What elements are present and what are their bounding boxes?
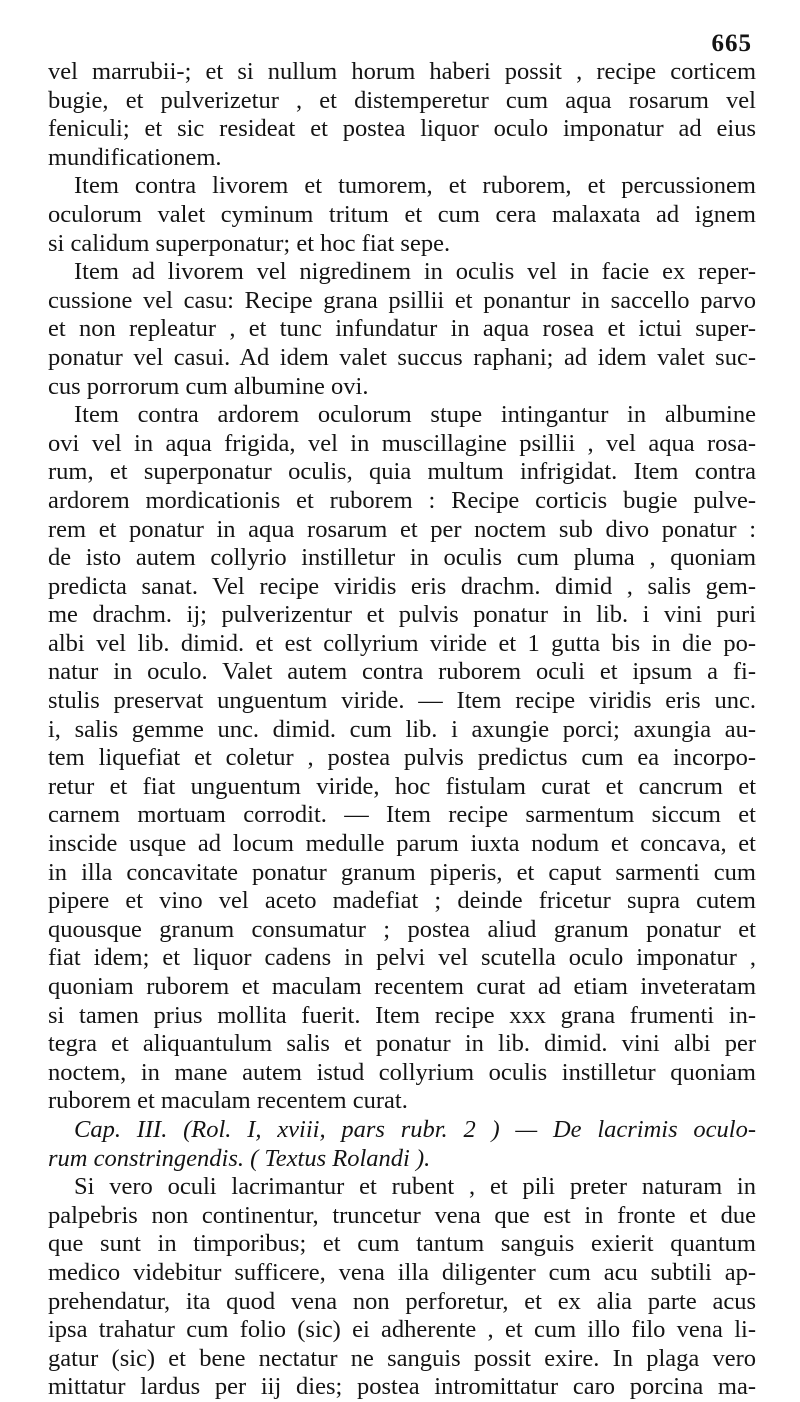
text-line: carnem mortuam corrodit. — Item recipe sarmentum siccum et (48, 801, 756, 829)
text-line: prehendatur, ita quod vena non perforetur, et ex alia parte acus (48, 1287, 756, 1315)
text-line: tegra et aliquantulum salis et ponatur in lib. dimid. vini albi per (48, 1030, 756, 1058)
text-line: inscide usque ad locum medulle parum iuxta nodum et concava, et (48, 830, 756, 858)
text-line: noctem, in mane autem istud collyrium oculis instilletur quoniam (48, 1058, 756, 1086)
text-line: que sunt in timporibus; et cum tantum sanguis exierit quantum (48, 1230, 756, 1258)
text-line: quousque granum consumatur ; postea aliud granum ponatur et (48, 915, 756, 943)
text-line: stulis preservat unguentum viride. — Item recipe viridis eris unc. (48, 687, 756, 715)
text-line: albi vel lib. dimid. et est collyrium viride et 1 gutta bis in die po- (48, 629, 756, 657)
text-line: retur et fiat unguentum viride, hoc fistulam curat et cancrum et (48, 772, 756, 800)
text-line: palpebris non continentur, truncetur vena que est in fronte et due (48, 1201, 756, 1229)
text-line: si calidum superponatur; et hoc fiat sepe. (48, 229, 451, 257)
chapter-heading-line: Cap. III. (Rol. I, xviii, pars rubr. 2 ) — De lacrimis oculo- (74, 1115, 756, 1143)
text-line: feniculi; et sic resideat et postea liquor oculo imponatur ad eius (48, 115, 756, 143)
text-line: Item contra ardorem oculorum stupe intingantur in albumine (74, 401, 756, 429)
text-line: ovi vel in aqua frigida, vel in muscillagine psillii , vel aqua rosa- (48, 429, 756, 457)
text-line: fiat idem; et liquor cadens in pelvi vel scutella oculo imponatur , (48, 944, 756, 972)
text-line: de isto autem collyrio instilletur in oculis cum pluma , quoniam (48, 544, 756, 572)
text-line: Item ad livorem vel nigredinem in oculis vel in facie ex reper- (74, 258, 756, 286)
text-line: gatur (sic) et bene nectatur ne sanguis possit exire. In plaga vero (48, 1344, 756, 1372)
text-line: ruborem et maculam recentem curat. (48, 1087, 408, 1115)
text-line: me drachm. ij; pulverizentur et pulvis ponatur in lib. i vini puri (48, 601, 756, 629)
chapter-heading-line: rum constringendis. ( Textus Rolandi ). (48, 1144, 431, 1172)
body-text (48, 58, 756, 1402)
text-line: rum, et superponatur oculis, quia multum infrigidat. Item contra (48, 458, 756, 486)
text-line: mundificationem. (48, 143, 222, 171)
text-line: vel marrubii-; et si nullum horum haberi possit , recipe corticem (48, 58, 756, 85)
text-line: Item contra livorem et tumorem, et ruborem, et percussionem (74, 172, 756, 200)
text-line: natur in oculo. Valet autem contra ruborem oculi et ipsum a fi- (48, 658, 756, 686)
text-line: et non repleatur , et tunc infundatur in aqua rosea et ictui super- (48, 315, 756, 343)
text-line: ponatur vel casui. Ad idem valet succus raphani; ad idem valet suc- (48, 343, 756, 371)
text-line: medico videbitur sufficere, vena illa diligenter cum acu subtili ap- (48, 1258, 756, 1286)
text-line: pipere et vino vel aceto madefiat ; deinde fricetur supra cutem (48, 887, 756, 915)
text-line: ardorem mordicationis et ruborem : Recipe corticis bugie pulve- (48, 486, 756, 514)
text-line: si tamen prius mollita fuerit. Item recipe xxx grana frumenti in- (48, 1001, 756, 1029)
text-line: bugie, et pulverizetur , et distemperetur cum aqua rosarum vel (48, 86, 756, 114)
text-line: cussione vel casu: Recipe grana psillii et ponantur in saccello parvo (48, 286, 756, 314)
text-line: quoniam ruborem et maculam recentem curat ad etiam inveteratam (48, 973, 756, 1000)
text-line: predicta sanat. Vel recipe viridis eris drachm. dimid , salis gem- (48, 572, 756, 600)
text-line: tem liquefiat et coletur , postea pulvis predictus cum ea incorpo- (48, 744, 756, 772)
text-line: mittatur lardus per iij dies; postea intromittatur caro porcina ma- (48, 1373, 756, 1401)
page-number: 665 (711, 30, 752, 57)
text-line: ipsa trahatur cum folio (sic) ei adherente , et cum illo filo vena li- (48, 1316, 756, 1344)
text-line: in illa concavitate ponatur granum piperis, et caput sarmenti cum (48, 858, 756, 886)
text-line: oculorum valet cyminum tritum et cum cera malaxata ad ignem (48, 200, 756, 228)
text-line: Si vero oculi lacrimantur et rubent , et pili preter naturam in (74, 1173, 756, 1201)
text-line: cus porrorum cum albumine ovi. (48, 372, 369, 400)
text-line: i, salis gemme unc. dimid. cum lib. i axungie porci; axungia au- (48, 715, 756, 743)
text-line: rem et ponatur in aqua rosarum et per noctem sub divo ponatur : (48, 515, 756, 543)
